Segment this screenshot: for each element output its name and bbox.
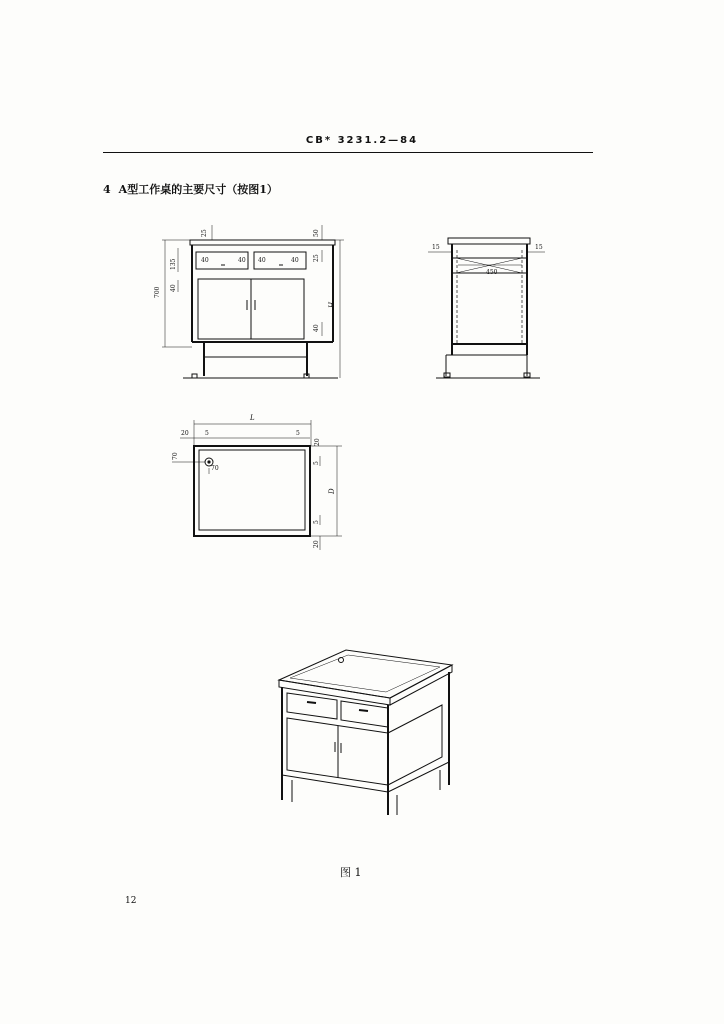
front-view (154, 225, 344, 378)
top-dim-depth: D (328, 488, 336, 494)
front-dim-height-h: H (328, 301, 336, 308)
top-dim-side-5b: 5 (313, 520, 320, 524)
front-drawer-left-a: 40 (201, 257, 209, 264)
top-dim-left-margin: 20 (181, 430, 189, 437)
top-dim-right-5: 5 (296, 430, 300, 437)
iso-top-front-edge (279, 680, 390, 705)
top-dim-left-5: 5 (205, 430, 209, 437)
iso-drawer-left (287, 693, 337, 719)
side-top-slab (448, 238, 530, 244)
top-corner-hole-center (207, 460, 210, 463)
isometric-view (279, 650, 452, 815)
section-title: A型工作桌的主要尺寸（按图1） (118, 183, 278, 196)
side-dim-right: 15 (535, 244, 543, 251)
side-dim-inner: 450 (486, 269, 498, 276)
front-dim-right-low: 40 (313, 324, 320, 332)
top-dim-bottom-20: 20 (313, 540, 320, 548)
front-dim-left-mid: 40 (170, 284, 177, 292)
top-dim-right-20: 20 (314, 438, 321, 446)
iso-drawer-right (341, 701, 388, 727)
side-foot-front (444, 373, 450, 377)
page-number: 12 (125, 896, 137, 906)
front-drawer-right-a: 40 (258, 257, 266, 264)
iso-drawer-left-handle (307, 702, 316, 703)
front-drawer-left-b: 40 (238, 257, 246, 264)
front-dim-drawer-h: 135 (170, 258, 177, 270)
top-inner-frame (199, 450, 305, 530)
top-dim-length: L (250, 414, 255, 422)
iso-drawer-right-handle (359, 710, 368, 711)
top-dim-corner-70a: 70 (172, 452, 179, 460)
front-dim-height-total: 700 (154, 286, 161, 298)
top-dim-corner-70b: 70 (211, 465, 219, 472)
front-dim-top-right: 50 (313, 229, 320, 237)
top-dim-side-5a: 5 (313, 461, 320, 465)
front-top-slab (190, 240, 335, 245)
side-view (428, 238, 545, 378)
figure-caption: 图 1 (340, 866, 362, 879)
front-dim-top: 25 (201, 229, 208, 237)
standard-code-header: CB* 3231.2—84 (305, 135, 419, 146)
side-dim-left: 15 (432, 244, 440, 251)
iso-cabinet-side (388, 705, 442, 785)
top-outer-frame (194, 446, 310, 536)
iso-top-side-edge (390, 665, 452, 705)
front-dim-drawer-band: 25 (313, 254, 320, 262)
iso-corner-hole (339, 658, 344, 663)
front-foot-left (192, 374, 197, 378)
top-view (172, 414, 342, 550)
section-number: 4 (103, 183, 111, 196)
front-drawer-right-b: 40 (291, 257, 299, 264)
